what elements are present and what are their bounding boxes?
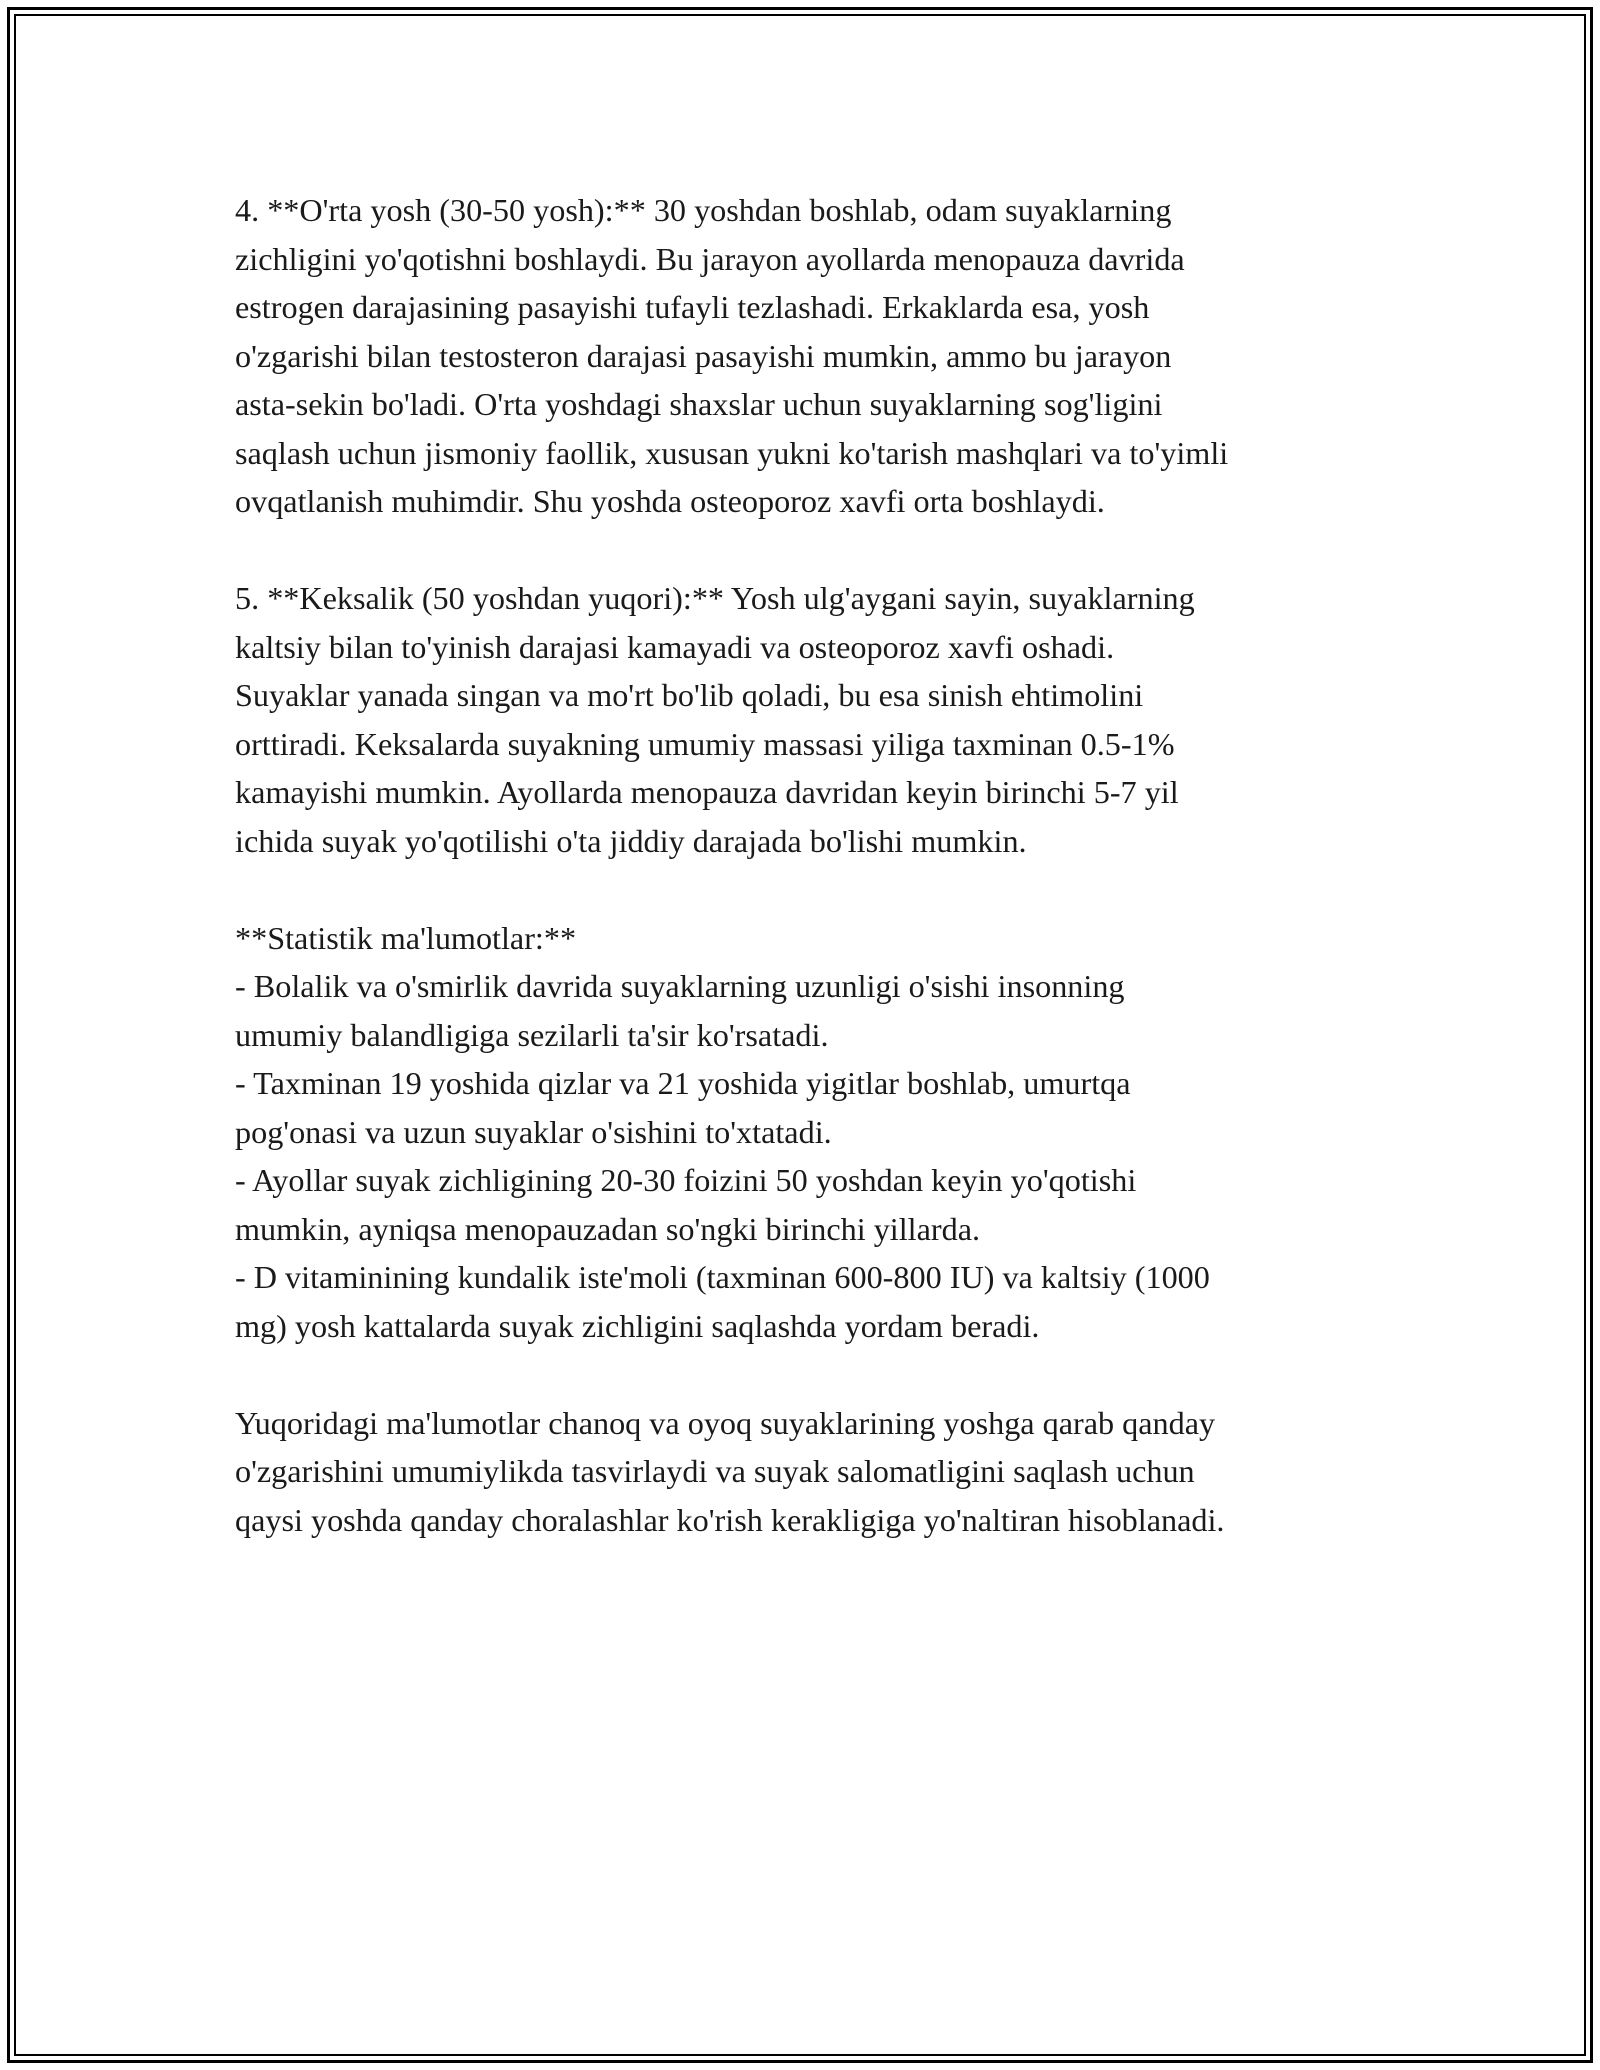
paragraph-statistics [235, 914, 1435, 1351]
text-line: - D vitaminining kundalik iste'moli (taxminan 600-800 IU) va kaltsiy (1000 [235, 1259, 1210, 1295]
text-line: kamayishi mumkin. Ayollarda menopauza davridan keyin birinchi 5-7 yil [235, 774, 1179, 810]
paragraph-old-age [235, 574, 1435, 865]
paragraph-conclusion [235, 1399, 1435, 1545]
text-line: pog'onasi va uzun suyaklar o'sishini to'xtatadi. [235, 1113, 832, 1150]
text-line: saqlash uchun jismoniy faollik, xususan yukni ko'tarish mashqlari va to'yimli [235, 434, 1229, 471]
paragraph-gap [235, 865, 1435, 914]
paragraph-gap [235, 526, 1435, 575]
text-line: ichida suyak yo'qotilishi o'ta jiddiy darajada bo'lishi mumkin. [235, 822, 1027, 859]
text-line: qaysi yoshda qanday choralashlar ko'rish kerakligiga yo'naltiran hisoblanadi. [235, 1501, 1225, 1538]
text-line: 5. **Keksalik (50 yoshdan yuqori):** Yosh ulg'aygani sayin, suyaklarning [235, 580, 1195, 616]
text-line: ovqatlanish muhimdir. Shu yoshda osteoporoz xavfi orta boshlaydi. [235, 483, 1105, 519]
paragraph-gap [235, 1350, 1435, 1399]
text-line: Suyaklar yanada singan va mo'rt bo'lib qoladi, bu esa sinish ehtimolini [235, 677, 1144, 713]
text-line: mumkin, ayniqsa menopauzadan so'ngki birinchi yillarda. [235, 1210, 981, 1247]
paragraph-middle-age [235, 186, 1435, 526]
text-line: mg) yosh kattalarda suyak zichligini saqlashda yordam beradi. [235, 1307, 1040, 1344]
text-line: umumiy balandligiga sezilarli ta'sir ko'rsatadi. [235, 1016, 829, 1053]
text-line: o'zgarishini umumiylikda tasvirlaydi va suyak salomatligini saqlash uchun [235, 1453, 1195, 1489]
text-line: zichligini yo'qotishni boshlaydi. Bu jarayon ayollarda menopauza davrida [235, 240, 1185, 277]
text-line: o'zgarishi bilan testosteron darajasi pasayishi mumkin, ammo bu jarayon [235, 337, 1172, 374]
text-line: kaltsiy bilan to'yinish darajasi kamayadi va osteoporoz xavfi oshadi. [235, 628, 1115, 665]
text-line: 4. **O'rta yosh (30-50 yosh):** 30 yoshdan boshlab, odam suyaklarning [235, 192, 1172, 228]
text-line: - Ayollar suyak zichligining 20-30 foizini 50 yoshdan keyin yo'qotishi [235, 1162, 1137, 1198]
document-body [235, 186, 1435, 1544]
text-line: - Bolalik va o'smirlik davrida suyaklarning uzunligi o'sishi insonning [235, 968, 1125, 1004]
text-line: estrogen darajasining pasayishi tufayli tezlashadi. Erkaklarda esa, yosh [235, 289, 1150, 325]
text-line: - Taxminan 19 yoshida qizlar va 21 yoshida yigitlar boshlab, umurtqa [235, 1065, 1131, 1101]
text-line: orttiradi. Keksalarda suyakning umumiy massasi yiliga taxminan 0.5-1% [235, 725, 1175, 762]
statistics-heading: **Statistik ma'lumotlar:** [235, 919, 577, 956]
text-line: asta-sekin bo'ladi. O'rta yoshdagi shaxslar uchun suyaklarning sog'ligini [235, 386, 1163, 422]
text-line: Yuqoridagi ma'lumotlar chanoq va oyoq suyaklarining yoshga qarab qanday [235, 1404, 1216, 1441]
